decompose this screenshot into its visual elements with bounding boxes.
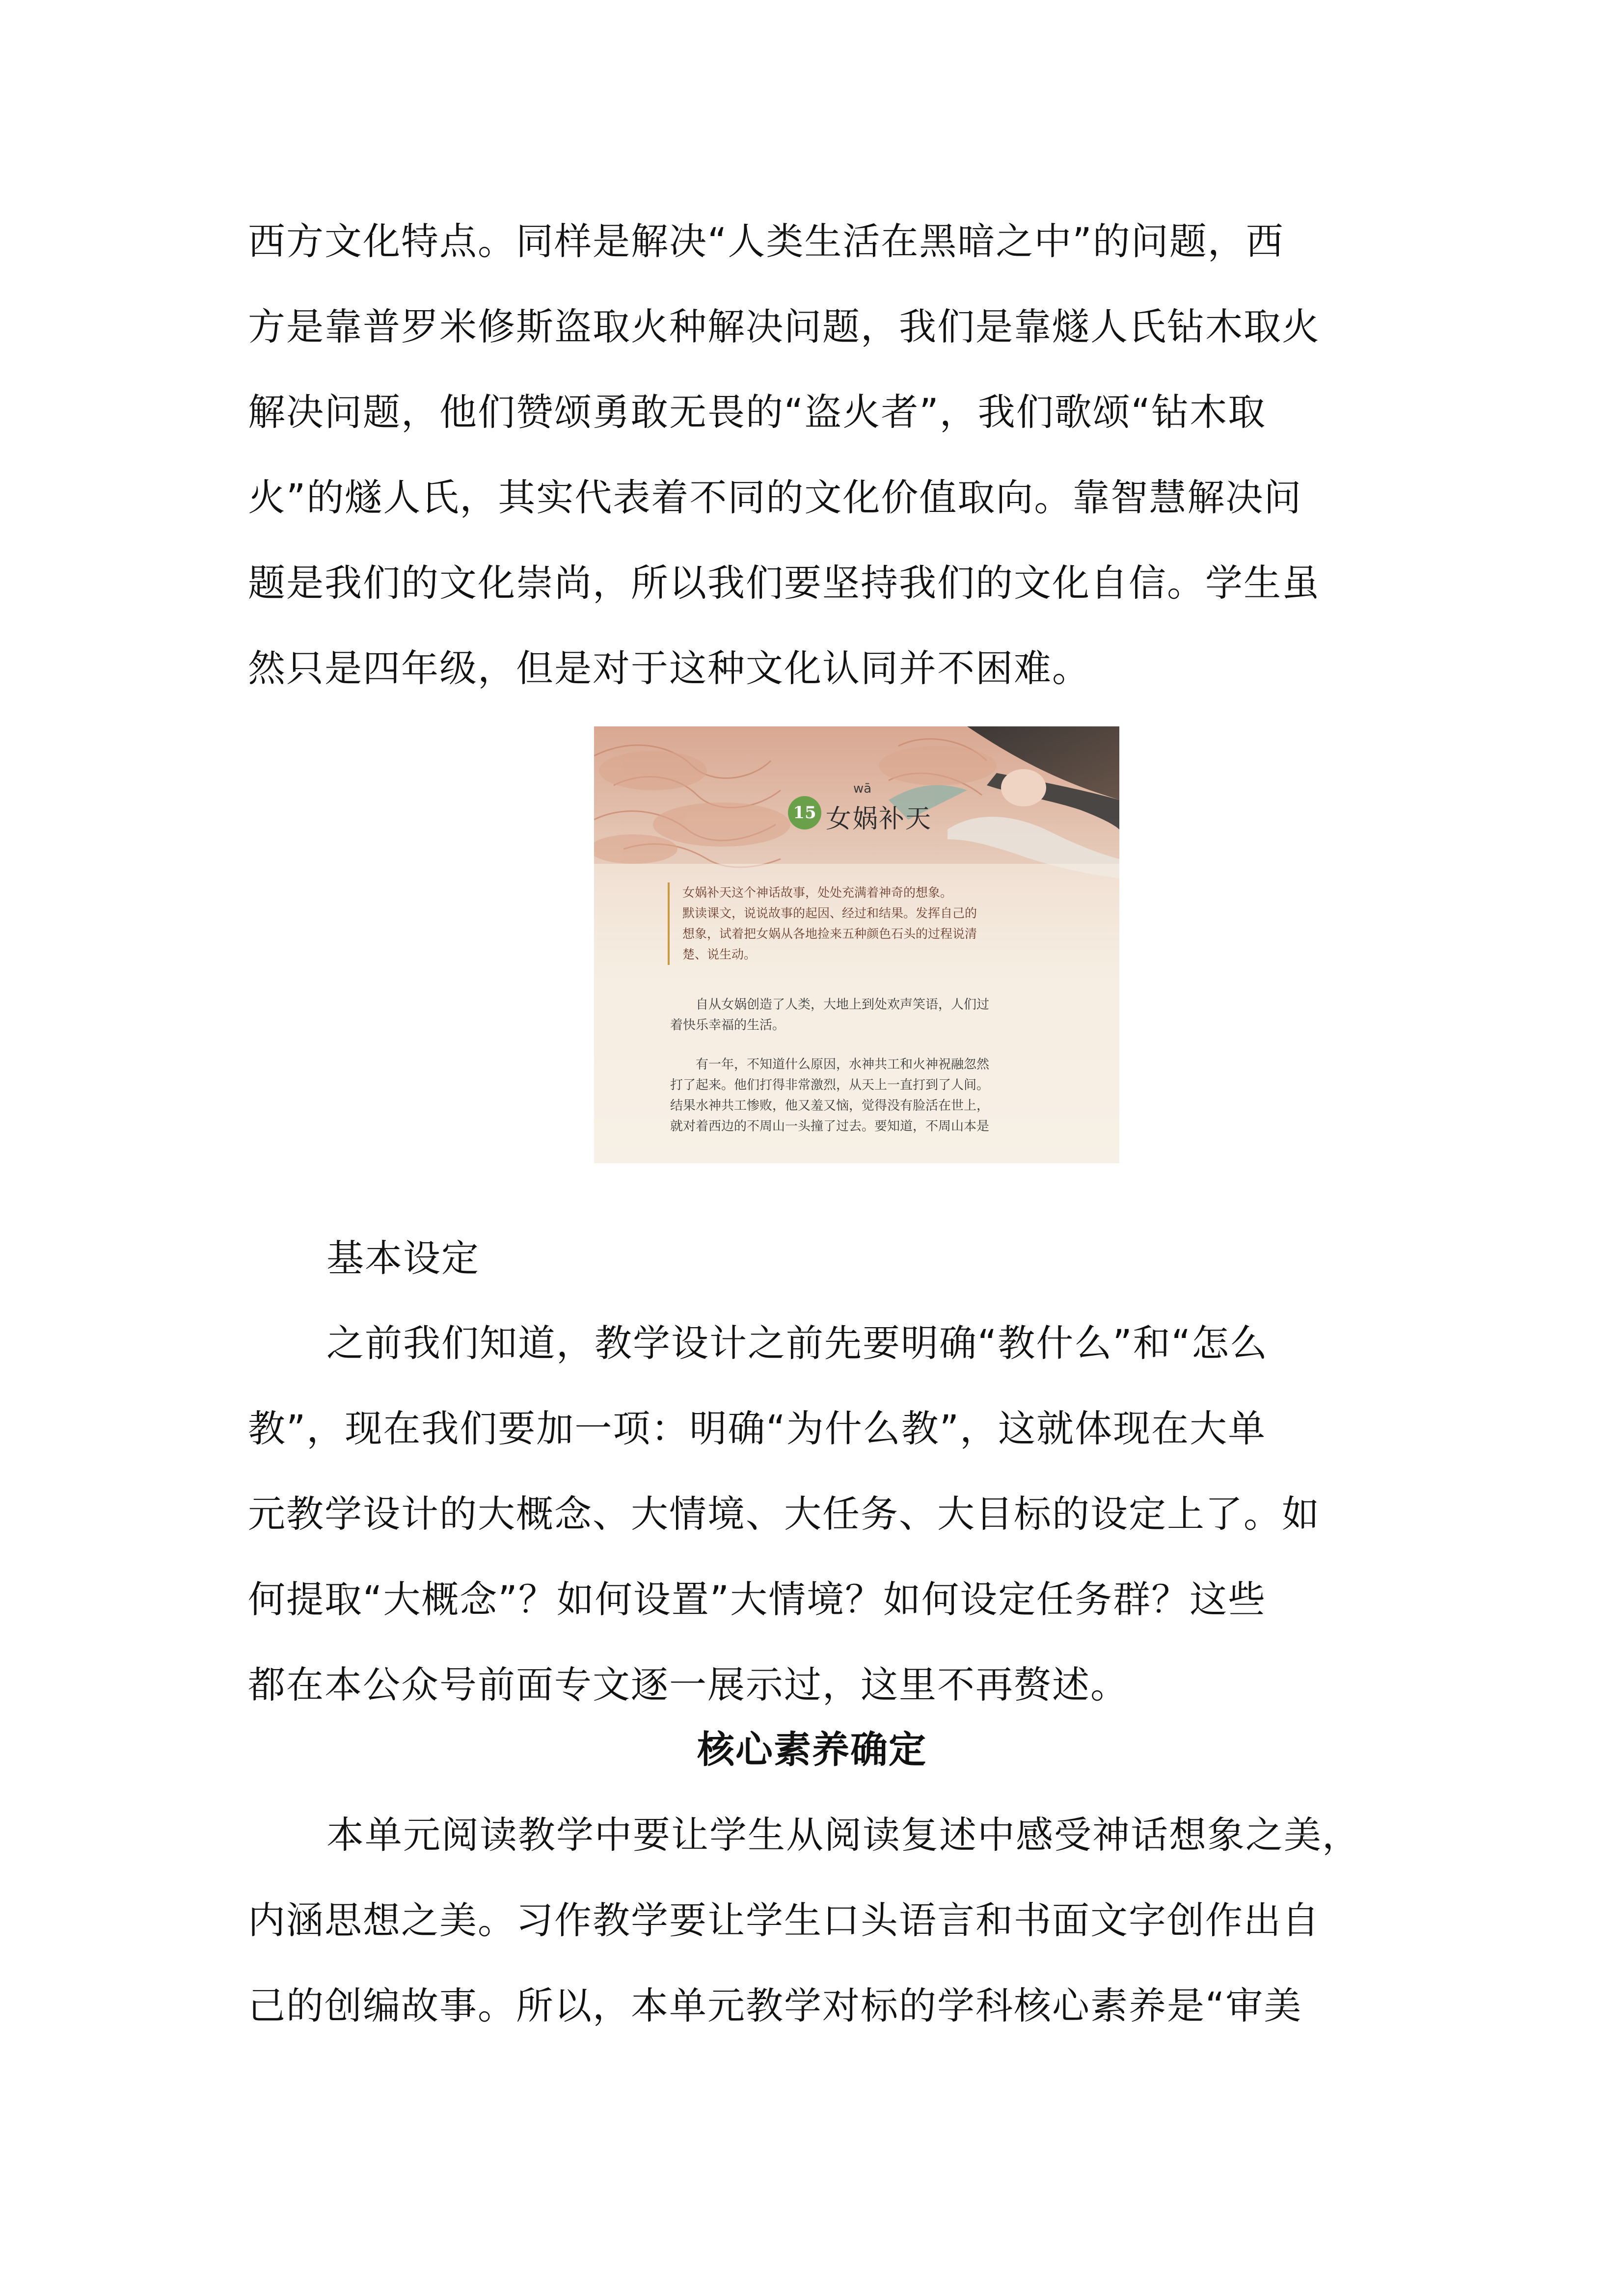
body-line: 有一年，不知道什么原因，水神共工和火神祝融忽然 [670, 1057, 990, 1072]
body-line: 就对着西边的不周山一头撞了过去。要知道，不周山本是 [670, 1119, 990, 1134]
paragraph-line: 内涵思想之美。习作教学要让学生口头语言和书面文字创作出自 [248, 1898, 1320, 1942]
paragraph-line: 都在本公众号前面专文逐一展示过，这里不再赘述。 [248, 1663, 1129, 1707]
paragraph-top [248, 199, 1377, 711]
lesson-number-badge: 15 [788, 796, 821, 829]
paragraph-line: 方是靠普罗米修斯盗取火种解决问题，我们是靠燧人氏钻木取火 [248, 305, 1320, 348]
lesson-body-paragraph [670, 1054, 1102, 1137]
intro-line: 楚、说生动。 [682, 947, 757, 961]
intro-line: 想象，试着把女娲从各地捡来五种颜色石头的过程说清 [682, 927, 977, 941]
body-line: 打了起来。他们打得非常激烈，从天上一直打到了人间。 [670, 1078, 990, 1093]
body-line: 着快乐幸福的生活。 [670, 1018, 785, 1033]
lesson-title: 女娲补天 [826, 804, 932, 834]
paragraph-line: 元教学设计的大概念、大情境、大任务、大目标的设定上了。如 [248, 1492, 1320, 1536]
textbook-page-image [594, 726, 1119, 1163]
lesson-body-paragraph [670, 994, 1102, 1036]
intro-line: 女娲补天这个神话故事，处处充满着神奇的想象。 [682, 885, 953, 900]
paragraph-line: 火”的燧人氏，其实代表着不同的文化价值取向。靠智慧解决问 [248, 476, 1302, 519]
body-line: 自从女娲创造了人类，大地上到处欢声笑语，人们过 [670, 997, 990, 1012]
paragraph-line: 西方文化特点。同样是解决“人类生活在黑暗之中”的问题，西 [248, 219, 1284, 263]
paragraph-line: 本单元阅读教学中要让学生从阅读复述中感受神话想象之美， [326, 1813, 1360, 1857]
paragraph-line: 之前我们知道，教学设计之前先要明确“教什么”和“怎么 [326, 1321, 1269, 1365]
paragraph-line: 何提取“大概念”？如何设置”大情境？如何设定任务群？这些 [248, 1577, 1267, 1621]
section-heading-basic: 基本设定 [326, 1236, 480, 1280]
intro-line: 默读课文，说说故事的起因、经过和结果。发挥自己的 [682, 906, 977, 920]
lesson-pinyin: wā [853, 781, 872, 796]
body-line: 结果水神共工惨败，他又羞又恼，觉得没有脸活在世上， [670, 1098, 990, 1113]
section-heading-core: 核心素养确定 [697, 1728, 927, 1771]
paragraph-line: 然只是四年级，但是对于这种文化认同并不困难。 [248, 646, 1090, 690]
paragraph-line: 题是我们的文化崇尚，所以我们要坚持我们的文化自信。学生虽 [248, 561, 1320, 605]
paragraph-line: 己的创编故事。所以，本单元教学对标的学科核心素养是“审美 [248, 1984, 1302, 2028]
lesson-intro [668, 882, 1065, 965]
paragraph-core [248, 1792, 1377, 2049]
paragraph-line: 教”，现在我们要加一项：明确“为什么教”，这就体现在大单 [248, 1407, 1267, 1450]
paragraph-line: 解决问题，他们赞颂勇敢无畏的“盗火者”，我们歌颂“钻木取 [248, 390, 1267, 434]
paragraph-basic [248, 1301, 1377, 1728]
